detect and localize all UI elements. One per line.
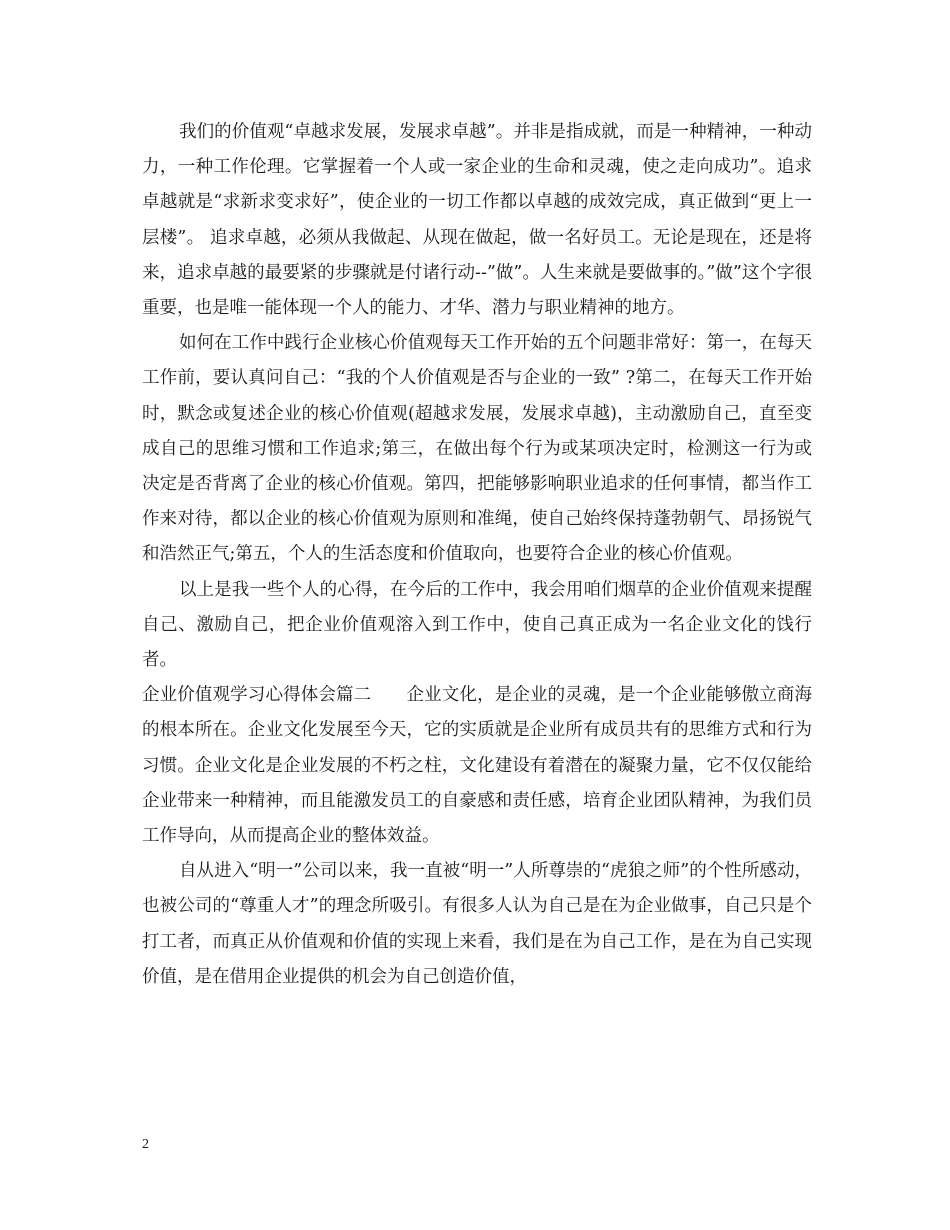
paragraph-five-questions: 如何在工作中践行企业核心价值观每天工作开始的五个问题非常好：第一，在每天工作前，要认真问自己：“我的个人价值观是否与企业的一致” ?第二，在每天工作开始时，默念或复述企业的核心价值观(超越求发展，发展求卓越)，主动激励自己，直至变成自己的思维习惯和工作追求;第三，在做出每个行为或某项决定时，检测这一行为或决定是否背离了企业的核心价值观。第四，把能够影响职业追求的任何事情，都当作工作来对待，都以企业的核心价值观为原则和准绳，使自己始终保持蓬勃朝气、昂扬锐气和浩然正气;第五，个人的生活态度和价值取向，也要符合企业的核心价值观。: [142, 333, 812, 565]
paragraph-personal-thoughts: 以上是我一些个人的心得，在今后的工作中，我会用咱们烟草的企业价值观来提醒自己、激励自己，把企业价值观溶入到工作中，使自己真正成为一名企业文化的饯行者。: [142, 579, 812, 671]
paragraph-part-two: 企业价值观学习心得体会篇二 企业文化，是企业的灵魂，是一个企业能够傲立商海的根本所在。企业文化发展至今天，它的实质就是企业所有成员共有的思维方式和行为习惯。企业文化是企业发展的不朽之柱，文化建设有着潜在的凝聚力量，它不仅仅能给企业带来一种精神，而且能激发员工的自豪感和责任感，培育企业团队精神，为我们员工作导向，从而提高企业的整体效益。: [142, 685, 812, 847]
paragraph-core-values: 我们的价值观“卓越求发展，发展求卓越”。并非是指成就，而是一种精神，一种动力，一种工作伦理。它掌握着一个人或一家企业的生命和灵魂，使之走向成功”。追求卓越就是“求新求变求好”，使企业的一切工作都以卓越的成效完成，真正做到“更上一层楼”。 追求卓越，必须从我做起、从现在做起，做一名好员工。无论是现在，还是将来，追求卓越的最要紧的步骤就是付诸行动--”做”。人生来就是要做事的。”做”这个字很重要，也是唯一能体现一个人的能力、才华、潜力与职业精神的地方。: [142, 122, 812, 319]
page-number: 2: [142, 1137, 149, 1152]
body-text: [142, 115, 812, 995]
paragraph-mingyi-company: 自从进入“明一”公司以来，我一直被“明一”人所尊崇的“虎狼之师”的个性所感动，也被公司的“尊重人才”的理念所吸引。有很多人认为自己是在为企业做事，自己只是个打工者，而真正从价值观和价值的实现上来看，我们是在为自己工作，是在为自己实现价值，是在借用企业提供的机会为自己创造价值，: [142, 861, 812, 987]
